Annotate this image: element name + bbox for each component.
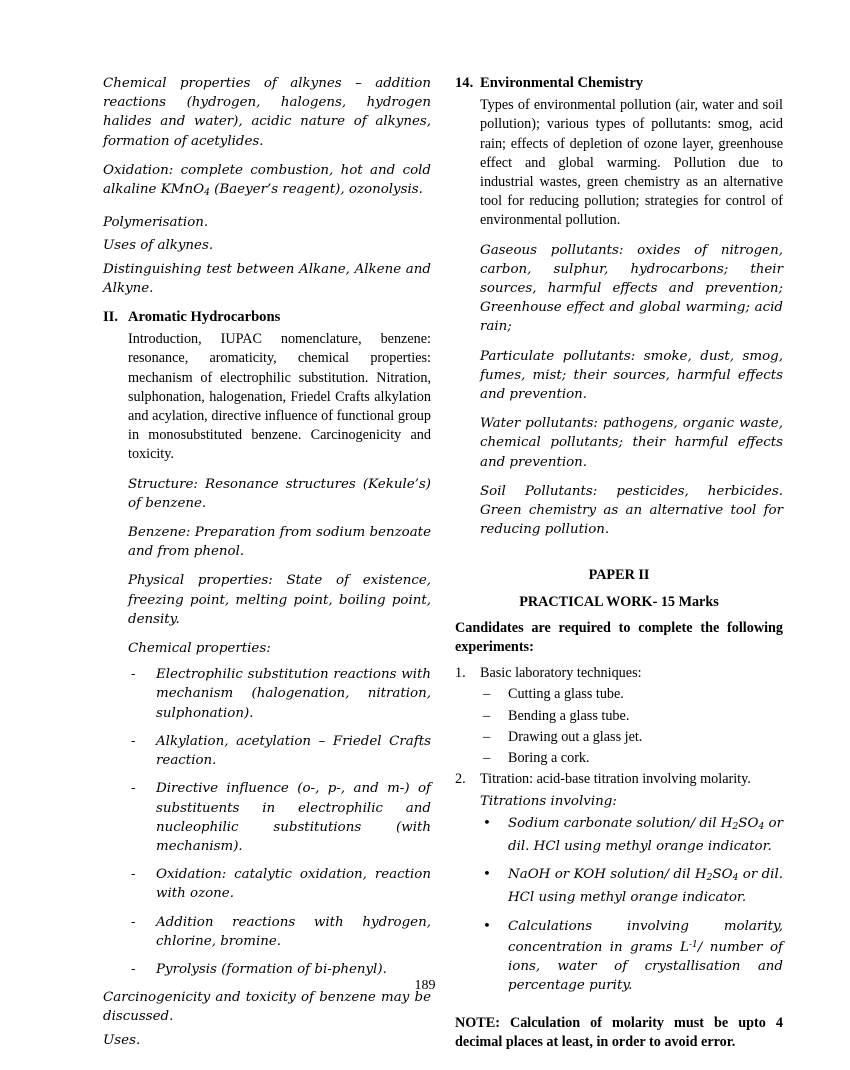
list-item xyxy=(480,865,783,907)
ndash-bullet-marker: – xyxy=(483,750,491,767)
list-item xyxy=(480,728,783,747)
dot-bullet-marker: • xyxy=(483,815,491,831)
experiment-text: Titration: acid-base titration involving molarity. xyxy=(480,771,751,788)
list-item xyxy=(455,664,783,768)
list-item-text: Directive influence (o-, p-, and m-) of substituents in electrophilic and nucleophilic substitutions (with mechanism). xyxy=(156,781,431,854)
dash-bullet-marker: - xyxy=(131,733,136,749)
h2so4-subscript-4: 4 xyxy=(732,873,739,884)
titrations-involving-label: Titrations involving: xyxy=(480,793,617,809)
two-column-layout xyxy=(103,74,783,1053)
calculations-text-post: / number of ions, water of crystallisation and percentage purity. xyxy=(508,939,783,993)
bullet-text-post: or dil. HCl using methyl orange indicator. xyxy=(508,867,784,906)
gaseous-pollutants-paragraph: Gaseous pollutants: oxides of nitrogen, carbon, sulphur, hydrocarbons; their sources, harmful effects and prevention; Greenhouse effect and global warming; acid rain; xyxy=(480,242,783,335)
soil-pollutants-paragraph: Soil Pollutants: pesticides, herbicides. Green chemistry as an alternative tool for reducing pollution. xyxy=(480,483,783,538)
dash-bullet-marker: - xyxy=(131,961,136,977)
page-number: 189 xyxy=(414,978,436,993)
titrations-bullet-list xyxy=(480,814,783,995)
benzene-chemical-properties-list xyxy=(128,665,431,979)
list-item-text: Cutting a glass tube. xyxy=(508,686,624,703)
paper-subtitle: PRACTICAL WORK- 15 Marks xyxy=(519,593,719,610)
list-item-text: Bending a glass tube. xyxy=(508,707,630,724)
list-item-text: Boring a cork. xyxy=(508,750,590,767)
paper-title: PAPER II xyxy=(588,567,650,584)
list-item xyxy=(128,779,431,856)
bullet-text-mid: SO xyxy=(738,815,759,831)
section-number: 14. xyxy=(455,75,474,91)
list-item xyxy=(128,732,431,770)
benzene-physical-properties-paragraph: Physical properties: State of existence, freezing point, melting point, boiling point, density. xyxy=(128,573,431,627)
dot-bullet-marker: • xyxy=(483,867,491,883)
molarity-note: NOTE: Calculation of molarity must be upto 4 decimal places at least, in order to avoid error. xyxy=(455,1015,783,1051)
basic-techniques-sublist xyxy=(480,685,783,768)
experiments-instruction: Candidates are required to complete the following experiments: xyxy=(455,619,783,656)
list-item xyxy=(480,814,783,856)
h2so4-subscript-2: 2 xyxy=(732,821,739,832)
left-column xyxy=(103,74,431,1050)
alkynes-chemical-properties-paragraph: Chemical properties of alkynes – addition reactions (hydrogen, halogens, hydrogen halides and water), acidic nature of alkynes, formation of acetylides. xyxy=(103,76,431,149)
dash-bullet-marker: - xyxy=(131,867,136,883)
polymerisation-line: Polymerisation. xyxy=(103,215,209,231)
dash-bullet-marker: - xyxy=(131,914,136,930)
experiment-text: Basic laboratory techniques: xyxy=(480,665,642,682)
h2so4-subscript-4: 4 xyxy=(758,821,765,832)
section-heading-environmental-chemistry xyxy=(455,74,783,93)
list-item-text: Drawing out a glass jet. xyxy=(508,728,643,745)
litre-inverse-superscript: -1 xyxy=(688,939,698,950)
right-column xyxy=(455,74,783,1053)
list-item xyxy=(128,913,431,951)
aromatic-hydrocarbons-body: Introduction, IUPAC nomenclature, benzene: resonance, aromaticity, chemical properties: mechanism of electrophilic substitution. Nitration, sulphonation, halogenation, Friedel Crafts alkylation and acylation, directive influence of functional group in monosubstituted benzene. Carcinogenicity and toxicity. xyxy=(128,331,431,463)
bullet-text-post: or dil. HCl using methyl orange indicator. xyxy=(508,815,783,854)
benzene-carcinogenicity-paragraph: Carcinogenicity and toxicity of benzene may be discussed. xyxy=(103,990,431,1025)
list-item-text: Addition reactions with hydrogen, chlorine, bromine. xyxy=(156,914,431,949)
bullet-text-pre: Sodium carbonate solution/ dil H xyxy=(508,815,733,831)
bullet-text-pre: NaOH or KOH solution/ dil H xyxy=(508,867,707,883)
bullet-text-mid: SO xyxy=(712,867,733,883)
water-pollutants-paragraph: Water pollutants: pathogens, organic waste, chemical pollutants; their harmful effects and prevention. xyxy=(480,416,783,470)
oxidation-text-prefix: Oxidation: complete combustion, hot and cold alkaline KMnO xyxy=(103,162,431,198)
h2so4-subscript-2: 2 xyxy=(706,873,713,884)
benzene-chemical-properties-label: Chemical properties: xyxy=(128,641,271,657)
section-title: Aromatic Hydrocarbons xyxy=(128,309,281,326)
list-item-text: Alkylation, acetylation – Friedel Crafts reaction. xyxy=(156,733,431,769)
list-item xyxy=(480,685,783,704)
distinguishing-test-line: Distinguishing test between Alkane, Alkene and Alkyne. xyxy=(103,261,431,296)
list-item xyxy=(480,707,783,726)
particulate-pollutants-paragraph: Particulate pollutants: smoke, dust, smog, fumes, mist; their sources, harmful effects and prevention. xyxy=(480,348,783,403)
uses-of-alkynes-line: Uses of alkynes. xyxy=(103,238,214,254)
oxidation-text-suffix: (Baeyer’s reagent), ozonolysis. xyxy=(209,182,423,198)
benzene-preparation-paragraph: Benzene: Preparation from sodium benzoate and from phenol. xyxy=(128,525,431,560)
spacer xyxy=(455,997,783,1014)
experiment-number: 2. xyxy=(455,771,466,788)
list-item xyxy=(128,665,431,723)
list-item-text: Electrophilic substitution reactions with mechanism (halogenation, nitration, sulphonation). xyxy=(156,667,431,721)
kmno4-subscript: 4 xyxy=(204,188,210,199)
experiment-number: 1. xyxy=(455,665,466,682)
ndash-bullet-marker: – xyxy=(483,707,491,724)
dot-bullet-marker: • xyxy=(483,918,491,934)
list-item-text: Oxidation: catalytic oxidation, reaction with ozone. xyxy=(156,867,431,902)
experiments-list xyxy=(455,664,783,995)
alkynes-oxidation-paragraph xyxy=(103,161,431,203)
section-number: II. xyxy=(103,309,119,326)
list-item-text: Pyrolysis (formation of bi-phenyl). xyxy=(156,961,387,977)
benzene-structure-paragraph: Structure: Resonance structures (Kekule’s) of benzene. xyxy=(128,476,431,511)
dash-bullet-marker: - xyxy=(131,781,136,797)
spacer xyxy=(455,549,783,566)
ndash-bullet-marker: – xyxy=(483,686,491,703)
section-title: Environmental Chemistry xyxy=(480,75,644,91)
ndash-bullet-marker: – xyxy=(483,728,491,745)
benzene-uses-line: Uses. xyxy=(103,1032,141,1048)
environmental-chemistry-body: Types of environmental pollution (air, water and soil pollution); various types of pollutants: smog, acid rain; effects of depletion of ozone layer, greenhouse effect and global warming. Pollution due to industrial wastes, green chemistry as an alternative tool for reducing pollution; strategies for control of environmental pollution. xyxy=(480,97,783,229)
list-item xyxy=(480,749,783,768)
list-item xyxy=(128,960,431,979)
section-heading-aromatic-hydrocarbons xyxy=(103,308,431,327)
list-item xyxy=(455,770,783,995)
dash-bullet-marker: - xyxy=(131,667,136,683)
list-item xyxy=(128,865,431,903)
calculations-text-pre: Calculations involving molarity, concentration in grams L xyxy=(508,918,783,955)
